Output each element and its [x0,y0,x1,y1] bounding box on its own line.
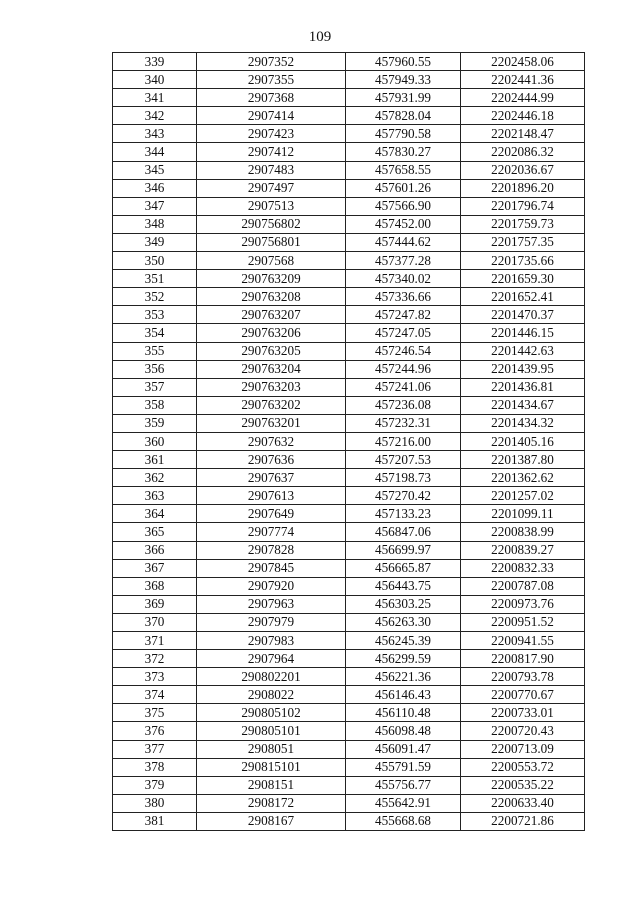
point-id-cell: 2907483 [197,161,346,179]
y-coordinate-cell: 2201759.73 [461,215,585,233]
row-index-cell: 344 [113,143,197,161]
table-row [113,632,585,650]
point-id-cell: 290756801 [197,233,346,251]
table-row [113,89,585,107]
row-index-cell: 357 [113,378,197,396]
x-coordinate-cell: 457216.00 [346,432,461,450]
x-coordinate-cell: 457241.06 [346,378,461,396]
point-id-cell: 2907983 [197,632,346,650]
row-index-cell: 379 [113,776,197,794]
row-index-cell: 372 [113,650,197,668]
row-index-cell: 343 [113,125,197,143]
point-id-cell: 2908051 [197,740,346,758]
point-id-cell: 2907649 [197,505,346,523]
row-index-cell: 346 [113,179,197,197]
table-row [113,794,585,812]
y-coordinate-cell: 2201257.02 [461,487,585,505]
table-row [113,740,585,758]
table-row [113,306,585,324]
point-id-cell: 2907963 [197,595,346,613]
table-row [113,758,585,776]
y-coordinate-cell: 2200633.40 [461,794,585,812]
table-row [113,414,585,432]
point-id-cell: 2907636 [197,451,346,469]
point-id-cell: 2908022 [197,686,346,704]
x-coordinate-cell: 457452.00 [346,215,461,233]
point-id-cell: 2907568 [197,252,346,270]
row-index-cell: 374 [113,686,197,704]
table-row [113,143,585,161]
row-index-cell: 380 [113,794,197,812]
row-index-cell: 356 [113,360,197,378]
x-coordinate-cell: 457236.08 [346,396,461,414]
table-row [113,252,585,270]
x-coordinate-cell: 456245.39 [346,632,461,650]
table-row [113,396,585,414]
y-coordinate-cell: 2200838.99 [461,523,585,541]
table-row [113,378,585,396]
row-index-cell: 373 [113,668,197,686]
point-id-cell: 290763202 [197,396,346,414]
table-row [113,505,585,523]
y-coordinate-cell: 2201436.81 [461,378,585,396]
table-row [113,595,585,613]
point-id-cell: 2908167 [197,812,346,830]
row-index-cell: 340 [113,71,197,89]
row-index-cell: 345 [113,161,197,179]
point-id-cell: 2907414 [197,107,346,125]
point-id-cell: 2907497 [197,179,346,197]
x-coordinate-cell: 456091.47 [346,740,461,758]
table-row [113,523,585,541]
x-coordinate-cell: 457198.73 [346,469,461,487]
x-coordinate-cell: 457828.04 [346,107,461,125]
x-coordinate-cell: 456146.43 [346,686,461,704]
point-id-cell: 2907352 [197,53,346,71]
table-row [113,161,585,179]
row-index-cell: 364 [113,505,197,523]
row-index-cell: 366 [113,541,197,559]
row-index-cell: 376 [113,722,197,740]
x-coordinate-cell: 457244.96 [346,360,461,378]
y-coordinate-cell: 2202458.06 [461,53,585,71]
point-id-cell: 2907355 [197,71,346,89]
point-id-cell: 2907368 [197,89,346,107]
point-id-cell: 290763209 [197,270,346,288]
x-coordinate-cell: 457790.58 [346,125,461,143]
page-number: 109 [308,29,332,45]
coordinates-table-body [113,53,585,831]
table-row [113,179,585,197]
x-coordinate-cell: 457340.02 [346,270,461,288]
point-id-cell: 2907613 [197,487,346,505]
y-coordinate-cell: 2200941.55 [461,632,585,650]
x-coordinate-cell: 457207.53 [346,451,461,469]
y-coordinate-cell: 2200951.52 [461,613,585,631]
y-coordinate-cell: 2200787.08 [461,577,585,595]
row-index-cell: 358 [113,396,197,414]
row-index-cell: 369 [113,595,197,613]
point-id-cell: 290815101 [197,758,346,776]
y-coordinate-cell: 2202441.36 [461,71,585,89]
table-row [113,812,585,830]
point-id-cell: 2908151 [197,776,346,794]
point-id-cell: 2907412 [197,143,346,161]
y-coordinate-cell: 2202148.47 [461,125,585,143]
y-coordinate-cell: 2200713.09 [461,740,585,758]
table-row [113,722,585,740]
row-index-cell: 351 [113,270,197,288]
row-index-cell: 347 [113,197,197,215]
table-row [113,324,585,342]
row-index-cell: 354 [113,324,197,342]
x-coordinate-cell: 457247.05 [346,324,461,342]
row-index-cell: 349 [113,233,197,251]
y-coordinate-cell: 2201659.30 [461,270,585,288]
x-coordinate-cell: 457377.28 [346,252,461,270]
row-index-cell: 381 [113,812,197,830]
y-coordinate-cell: 2200553.72 [461,758,585,776]
point-id-cell: 2907845 [197,559,346,577]
y-coordinate-cell: 2200973.76 [461,595,585,613]
table-row [113,451,585,469]
table-row [113,469,585,487]
x-coordinate-cell: 457336.66 [346,288,461,306]
point-id-cell: 2907423 [197,125,346,143]
y-coordinate-cell: 2200817.90 [461,650,585,668]
y-coordinate-cell: 2201434.32 [461,414,585,432]
table-row [113,487,585,505]
point-id-cell: 2908172 [197,794,346,812]
x-coordinate-cell: 456263.30 [346,613,461,631]
point-id-cell: 290756802 [197,215,346,233]
row-index-cell: 362 [113,469,197,487]
row-index-cell: 342 [113,107,197,125]
table-row [113,197,585,215]
y-coordinate-cell: 2200535.22 [461,776,585,794]
point-id-cell: 290763205 [197,342,346,360]
x-coordinate-cell: 455642.91 [346,794,461,812]
table-row [113,613,585,631]
x-coordinate-cell: 457931.99 [346,89,461,107]
y-coordinate-cell: 2201405.16 [461,432,585,450]
y-coordinate-cell: 2202086.32 [461,143,585,161]
point-id-cell: 290805102 [197,704,346,722]
table-row [113,559,585,577]
table-row [113,541,585,559]
x-coordinate-cell: 456665.87 [346,559,461,577]
y-coordinate-cell: 2201099.11 [461,505,585,523]
row-index-cell: 355 [113,342,197,360]
table-row [113,577,585,595]
y-coordinate-cell: 2201439.95 [461,360,585,378]
row-index-cell: 350 [113,252,197,270]
row-index-cell: 371 [113,632,197,650]
table-row [113,360,585,378]
row-index-cell: 367 [113,559,197,577]
y-coordinate-cell: 2201442.63 [461,342,585,360]
x-coordinate-cell: 456221.36 [346,668,461,686]
table-row [113,288,585,306]
table-row [113,125,585,143]
row-index-cell: 370 [113,613,197,631]
row-index-cell: 352 [113,288,197,306]
y-coordinate-cell: 2200720.43 [461,722,585,740]
table-row [113,668,585,686]
row-index-cell: 353 [113,306,197,324]
x-coordinate-cell: 455668.68 [346,812,461,830]
y-coordinate-cell: 2201434.67 [461,396,585,414]
row-index-cell: 348 [113,215,197,233]
y-coordinate-cell: 2200770.67 [461,686,585,704]
point-id-cell: 2907979 [197,613,346,631]
point-id-cell: 290763201 [197,414,346,432]
point-id-cell: 290802201 [197,668,346,686]
point-id-cell: 290805101 [197,722,346,740]
x-coordinate-cell: 455791.59 [346,758,461,776]
y-coordinate-cell: 2201362.62 [461,469,585,487]
row-index-cell: 359 [113,414,197,432]
x-coordinate-cell: 456443.75 [346,577,461,595]
y-coordinate-cell: 2202446.18 [461,107,585,125]
row-index-cell: 378 [113,758,197,776]
table-row [113,704,585,722]
x-coordinate-cell: 456699.97 [346,541,461,559]
x-coordinate-cell: 456847.06 [346,523,461,541]
point-id-cell: 290763204 [197,360,346,378]
y-coordinate-cell: 2200793.78 [461,668,585,686]
row-index-cell: 365 [113,523,197,541]
table-row [113,53,585,71]
point-id-cell: 2907632 [197,432,346,450]
row-index-cell: 368 [113,577,197,595]
x-coordinate-cell: 457658.55 [346,161,461,179]
table-row [113,432,585,450]
x-coordinate-cell: 456098.48 [346,722,461,740]
row-index-cell: 361 [113,451,197,469]
x-coordinate-cell: 457566.90 [346,197,461,215]
x-coordinate-cell: 455756.77 [346,776,461,794]
y-coordinate-cell: 2202444.99 [461,89,585,107]
y-coordinate-cell: 2201446.15 [461,324,585,342]
x-coordinate-cell: 457270.42 [346,487,461,505]
row-index-cell: 339 [113,53,197,71]
point-id-cell: 2907637 [197,469,346,487]
x-coordinate-cell: 457232.31 [346,414,461,432]
point-id-cell: 290763203 [197,378,346,396]
x-coordinate-cell: 457830.27 [346,143,461,161]
row-index-cell: 363 [113,487,197,505]
row-index-cell: 360 [113,432,197,450]
table-row [113,71,585,89]
y-coordinate-cell: 2201387.80 [461,451,585,469]
x-coordinate-cell: 456110.48 [346,704,461,722]
point-id-cell: 2907920 [197,577,346,595]
x-coordinate-cell: 457601.26 [346,179,461,197]
y-coordinate-cell: 2200733.01 [461,704,585,722]
y-coordinate-cell: 2200832.33 [461,559,585,577]
y-coordinate-cell: 2201470.37 [461,306,585,324]
y-coordinate-cell: 2201757.35 [461,233,585,251]
table-row [113,270,585,288]
coordinates-table [112,52,585,831]
x-coordinate-cell: 457246.54 [346,342,461,360]
table-row [113,342,585,360]
table-row [113,686,585,704]
table-row [113,776,585,794]
table-row [113,650,585,668]
row-index-cell: 375 [113,704,197,722]
x-coordinate-cell: 457444.62 [346,233,461,251]
point-id-cell: 290763206 [197,324,346,342]
x-coordinate-cell: 457949.33 [346,71,461,89]
point-id-cell: 2907774 [197,523,346,541]
y-coordinate-cell: 2200839.27 [461,541,585,559]
x-coordinate-cell: 457133.23 [346,505,461,523]
table-row [113,107,585,125]
x-coordinate-cell: 457960.55 [346,53,461,71]
y-coordinate-cell: 2201896.20 [461,179,585,197]
y-coordinate-cell: 2201735.66 [461,252,585,270]
point-id-cell: 2907964 [197,650,346,668]
y-coordinate-cell: 2202036.67 [461,161,585,179]
y-coordinate-cell: 2201796.74 [461,197,585,215]
y-coordinate-cell: 2200721.86 [461,812,585,830]
point-id-cell: 290763208 [197,288,346,306]
table-row [113,233,585,251]
x-coordinate-cell: 456303.25 [346,595,461,613]
table-row [113,215,585,233]
row-index-cell: 377 [113,740,197,758]
x-coordinate-cell: 457247.82 [346,306,461,324]
point-id-cell: 290763207 [197,306,346,324]
y-coordinate-cell: 2201652.41 [461,288,585,306]
point-id-cell: 2907828 [197,541,346,559]
point-id-cell: 2907513 [197,197,346,215]
x-coordinate-cell: 456299.59 [346,650,461,668]
row-index-cell: 341 [113,89,197,107]
